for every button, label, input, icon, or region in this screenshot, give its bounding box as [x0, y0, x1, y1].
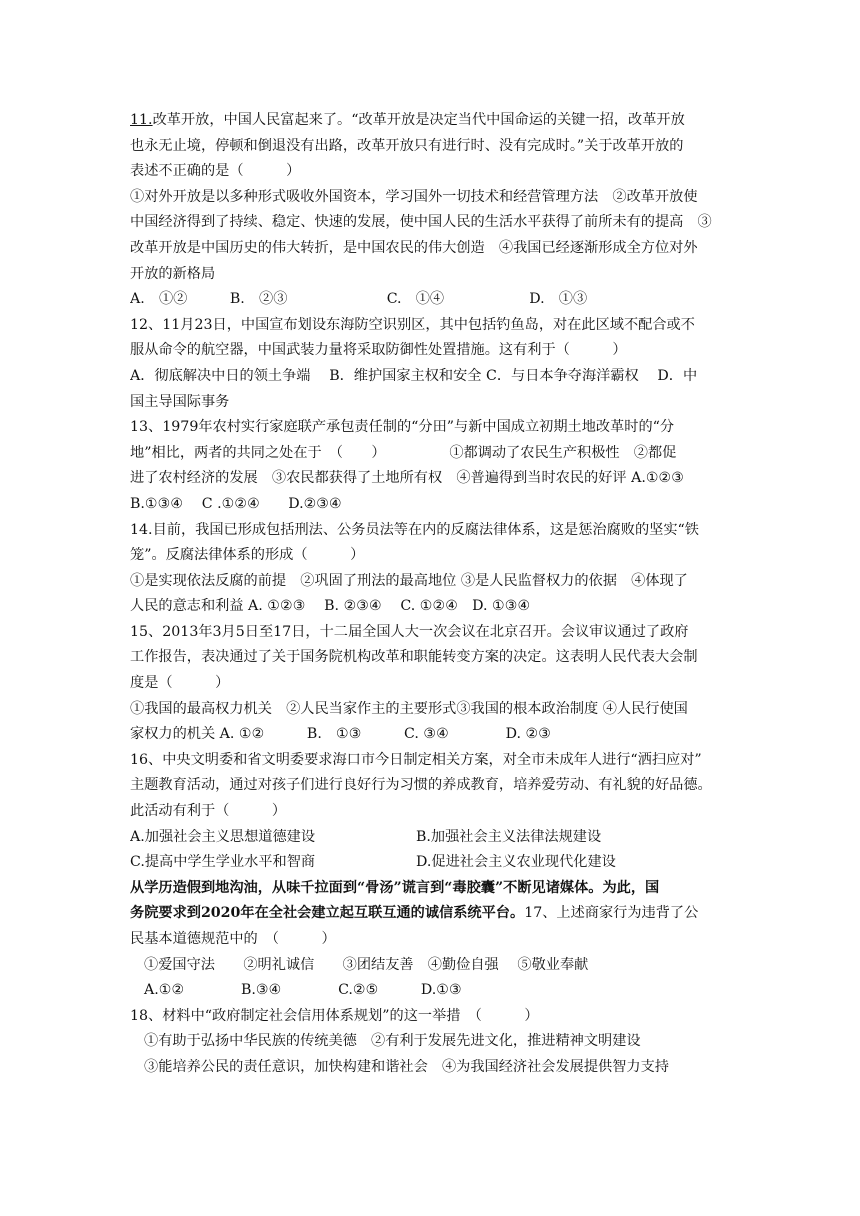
question-16-line-2: 主题教育活动，通过对孩子们进行良好行为习惯的养成教育，培养爱劳动、有礼貌的好品德。	[130, 777, 712, 794]
question-12	[130, 313, 733, 415]
question-11-line-1: 11.改革开放，中国人民富起来了。“改革开放是决定当代中国命运的关键一招，改革开放	[130, 112, 685, 128]
question-18-choice-line-2: ③能培养公民的责任意识，加快构建和谐社会 ④为我国经济社会发展提供智力支持	[144, 1058, 669, 1075]
question-15-line-3: 度是（ ）	[130, 675, 230, 692]
question-12-line-1: 12、11月23日，中国宣布划设东海防空识别区，其中包括钓鱼岛，对在此区域不配合或不	[130, 316, 695, 333]
question-18-line-1: 18、材料中“政府制定社会信用体系规划”的这一举措 （ ）	[130, 1007, 539, 1024]
question-17-line-2: 民基本道德规范中的 （ ）	[130, 931, 336, 947]
question-17-start: 17、上述商家行为违背了公	[524, 905, 699, 922]
question-11-line-6: 改革开放是中国历史的伟大转折，是中国农民的伟大创造 ④我国已经逐渐形成全方位对外	[130, 239, 698, 256]
question-17-options: A.①② B.③④ C.②⑤ D.①③	[144, 982, 462, 999]
question-17-choices: ①爱国守法 ②明礼诚信 ③团结友善 ④勤俭自强 ⑤敬业奉献	[144, 956, 589, 973]
question-12-options: A．彻底解决中日的领土争端 B．维护国家主权和安全 C．与日本争夺海洋霸权 D．中	[130, 367, 698, 384]
question-12-line-2: 服从命令的航空器，中国武装力量将采取防御性处置措施。这有利于（ ）	[130, 342, 627, 359]
question-11-number: 11.	[130, 112, 153, 128]
question-14-options: 人民的意志和利益 A. ①②③ B. ②③④ C. ①②④ D. ①③④	[130, 598, 531, 615]
question-18-choice-line-1: ①有助于弘扬中华民族的传统美德 ②有利于发展先进文化，推进精神文明建设	[144, 1033, 641, 1050]
question-16-option-c: C.提高中学生学业水平和智商	[130, 854, 316, 871]
question-11-line-5: 中国经济得到了持续、稳定、快速的发展，使中国人民的生活水平获得了前所未有的提高 ③	[130, 214, 712, 231]
question-18	[130, 1004, 733, 1081]
question-13-options: B.①③④ C .①②④ D.②③④	[130, 495, 342, 512]
question-15-options: 家权力的机关 A. ①② B. ①③ C. ③④ D. ②③	[130, 726, 551, 743]
question-15-line-2: 工作报告，表决通过了关于国务院机构改革和职能转变方案的决定。这表明人民代表大会制	[130, 649, 698, 666]
question-16-option-a: A.加强社会主义思想道德建设	[130, 828, 316, 845]
question-16	[130, 748, 733, 876]
question-11-options: A. ①② B. ②③ C. ①④ D. ①③	[130, 291, 588, 308]
question-15-line-1: 15、2013年3月5日至17日，十二届全国人大一次会议在北京召开。会议审议通过了政府	[130, 623, 689, 640]
question-12-line-4: 国主导国际事务	[130, 393, 230, 410]
question-13	[130, 415, 733, 517]
material-line-1: 从学历造假到地沟油，从味千拉面到“骨汤”谎言到“毒胶囊”不断见诸媒体。为此，国	[130, 879, 660, 896]
question-11-line-7: 开放的新格局	[130, 265, 216, 282]
material-section	[130, 876, 733, 1004]
question-16-option-d: D.促进社会主义农业现代化建设	[416, 854, 616, 871]
question-14-line-2: 笼”。反腐法律体系的形成（ ）	[130, 547, 365, 564]
question-16-options-row-1	[130, 825, 733, 851]
question-15	[130, 620, 733, 748]
question-16-option-b: B.加强社会主义法律法规建设	[416, 828, 602, 845]
question-14-line-3: ①是实现依法反腐的前提 ②巩固了刑法的最高地位 ③是人民监督权力的依据 ④体现了	[130, 572, 688, 589]
question-11-line-3: 表述不正确的是（ ）	[130, 163, 301, 180]
material-line-2	[130, 901, 733, 927]
question-13-line-3: 进了农村经济的发展 ③农民都获得了土地所有权 ④普遍得到当时农民的好评 A.①②③	[130, 470, 684, 487]
question-11-line-2: 也永无止境，停顿和倒退没有出路，改革开放只有进行时、没有完成时。”关于改革开放的	[130, 137, 684, 154]
question-11	[130, 108, 733, 313]
question-16-options-row-2	[130, 850, 733, 876]
question-14	[130, 518, 733, 620]
material-bold-tail: 务院要求到2020年在全社会建立起互联互通的诚信系统平台。	[130, 905, 525, 922]
question-16-line-1: 16、中央文明委和省文明委要求海口市今日制定相关方案，对全市未成年人进行“洒扫应对”	[130, 751, 702, 768]
question-11-line-4: ①对外开放是以多种形式吸收外国资本，学习国外一切技术和经营管理方法 ②改革开放使	[130, 188, 698, 205]
question-13-line-1: 13、1979年农村实行家庭联产承包责任制的“分田”与新中国成立初期土地改革时的“分	[130, 419, 675, 436]
question-13-line-2: 地”相比，两者的共同之处在于 （ ） ①都调动了农民生产积极性 ②都促	[130, 444, 677, 461]
question-16-line-3: 此活动有利于（ ）	[130, 803, 287, 820]
question-15-line-4: ①我国的最高权力机关 ②人民当家作主的主要形式③我国的根本政治制度 ④人民行使国	[130, 700, 688, 717]
question-14-line-1: 14.目前，我国已形成包括刑法、公务员法等在内的反腐法律体系，这是惩治腐败的坚实“铁	[130, 521, 699, 538]
